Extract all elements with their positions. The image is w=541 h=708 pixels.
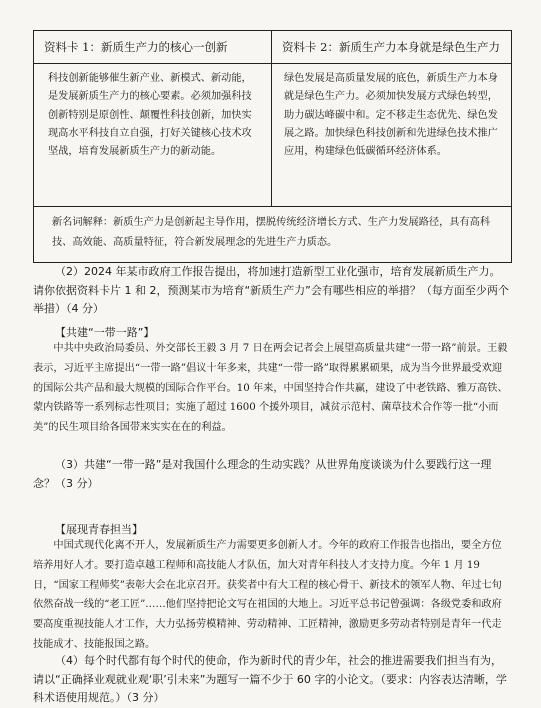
info-card-2 [272, 31, 511, 206]
info-card-2-body: 绿色发展是高质量发展的底色，新质生产力本身就是绿色生产力。必须加快发展方式绿色转型，助力碳达峰碳中和。定不移走生态优先、绿色发展之路。加快绿色科技创新和先进绿色技术推广应用，构建绿色低碳循环经济体系。 [284, 73, 498, 158]
section-heading-youth: 【展现青春担当】 [55, 523, 143, 536]
info-card-table [33, 30, 512, 263]
question-2: （2）2024 年某市政府工作报告提出，将加速打造新型工业化强市，培育发展新质生产力。请你依据资料卡片 1 和 2，预测某市为培育“新质生产力”会有哪些相应的举措？（每方面至少两个举措）（4 分） [33, 265, 509, 315]
section-heading-belt-road: 【共建“一带一路”】 [55, 326, 155, 339]
info-card-1 [34, 31, 272, 206]
info-card-1-title: 资料卡 1：新质生产力的核心一创新 [34, 31, 271, 64]
section-body-belt-road: 中共中央政治局委员、外交部长王毅 3 月 7 日在两会记者会上展望高质量共建“一带一路”前景。王毅表示，习近平主席提出“一带一路”倡议十年多来，共建“一带一路”取得累累硕果，成为当今世界最受欢迎的国际公共产品和最大规模的国际合作平台。10 年来，中国坚持合作共赢，建设了中老铁路、雅万高铁、蒙内铁路等一系列标志性项目；实施了超过 1600 个援外项目，减贫示范村、菌草技术合作等一批“小而美”的民生项目给各国带来实实在在的利益。 [33, 343, 508, 434]
definition-note: 新名词解释：新质生产力是创新起主导作用，摆脱传统经济增长方式、生产力发展路径，具有高科技、高效能、高质量特征，符合新发展理念的先进生产力质态。 [34, 206, 511, 262]
info-card-2-title: 资料卡 2：新质生产力本身就是绿色生产力 [272, 31, 511, 64]
info-card-1-body: 科技创新能够催生新产业、新模式、新动能，是发展新质生产力的核心要素。必须加强科技创新特别是原创性、颠覆性科技创新，加快实现高水平科技自立自强，打好关键核心技术攻坚战，培育发展新质生产力的新动能。 [48, 73, 252, 158]
card-row [34, 31, 511, 206]
section-body-youth: 中国式现代化离不开人，发展新质生产力需要更多创新人才。今年的政府工作报告也指出，要全方位培养用好人才。要打造卓越工程师和高技能人才队伍，加大对青年科技人才支持力度。今年 1 月 19 日，“国家工程师奖”表彰大会在北京召开。获奖者中有大工程的核心骨干、新技术的领军人物、年过七旬依然奋战一线的“老工匠”……他们坚持把论文写在祖国的大地上。习近平总书记曾强调：各级党委和政府要高度重视技能人才工作，大力弘扬劳模精神、劳动精神、工匠精神，激励更多劳动者特别是青年一代走技能成才、技能报国之路。 [33, 540, 502, 650]
question-3: （3）共建“一带一路”是对我国什么理念的生动实践？从世界角度谈谈为什么要践行这一理念？（3 分） [33, 458, 492, 490]
question-4: （4）每个时代都有每个时代的使命，作为新时代的青少年，社会的推进需要我们担当有为，请以“正确择业观就业观‘职’引未来”为题写一篇不少于 60 字的小论文。（要求：内容表达清晰，学科术语使用规范。）（3 分） [33, 654, 507, 704]
